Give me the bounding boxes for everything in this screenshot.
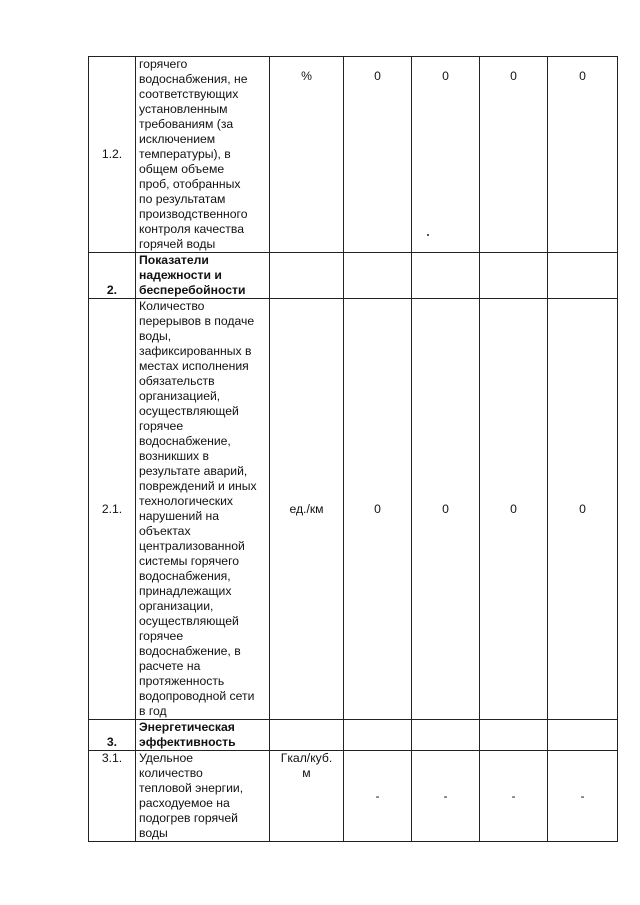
empty-cell bbox=[344, 720, 412, 751]
section-number: 3. bbox=[89, 720, 136, 751]
row-number: 2.1. bbox=[89, 299, 136, 720]
empty-cell bbox=[480, 720, 548, 751]
value-cell: - bbox=[548, 751, 618, 842]
indicators-table bbox=[88, 56, 618, 842]
empty-cell bbox=[270, 253, 344, 299]
section-row bbox=[89, 720, 618, 751]
value-cell: 0 bbox=[344, 57, 412, 253]
indicator-description: горячего водоснабжения, не соответствующих установленным требованиям (за исключением температуры), в общем объеме проб, отобранных по результатам производственного контроля качества горячей воды bbox=[136, 57, 270, 253]
row-number: 3.1. bbox=[89, 751, 136, 842]
unit-cell: ед./км bbox=[270, 299, 344, 720]
empty-cell bbox=[548, 253, 618, 299]
row-number: 1.2. bbox=[89, 57, 136, 253]
empty-cell bbox=[412, 253, 480, 299]
value-cell: 0 bbox=[344, 299, 412, 720]
scan-speck bbox=[427, 234, 429, 236]
value-cell: 0 bbox=[480, 299, 548, 720]
table-row bbox=[89, 57, 618, 253]
empty-cell bbox=[344, 253, 412, 299]
value-cell: - bbox=[344, 751, 412, 842]
unit-cell: % bbox=[270, 57, 344, 253]
value-cell: - bbox=[480, 751, 548, 842]
empty-cell bbox=[548, 720, 618, 751]
value-cell: 0 bbox=[480, 57, 548, 253]
table-row bbox=[89, 751, 618, 842]
value-cell: 0 bbox=[548, 57, 618, 253]
empty-cell bbox=[480, 253, 548, 299]
value-cell: - bbox=[412, 751, 480, 842]
section-title: Показатели надежности и бесперебойности bbox=[136, 253, 270, 299]
unit-cell: Гкал/куб. м bbox=[270, 751, 344, 842]
section-number: 2. bbox=[89, 253, 136, 299]
value-cell: 0 bbox=[412, 57, 480, 253]
table-row bbox=[89, 299, 618, 720]
indicator-description: Удельное количество тепловой энергии, расходуемое на подогрев горячей воды bbox=[136, 751, 270, 842]
value-cell: 0 bbox=[412, 299, 480, 720]
empty-cell bbox=[412, 720, 480, 751]
section-title: Энергетическая эффективность bbox=[136, 720, 270, 751]
empty-cell bbox=[270, 720, 344, 751]
value-cell: 0 bbox=[548, 299, 618, 720]
section-row bbox=[89, 253, 618, 299]
indicator-description: Количество перерывов в подаче воды, зафиксированных в местах исполнения обязательств организацией, осуществляющей горячее водоснабжение, возникших в результате аварий, повреждений и иных технологических нарушений на объектах централизованной системы горячего водоснабжения, принадлежащих организации, осуществляющей горячее водоснабжение, в расчете на протяженность водопроводной сети в год bbox=[136, 299, 270, 720]
